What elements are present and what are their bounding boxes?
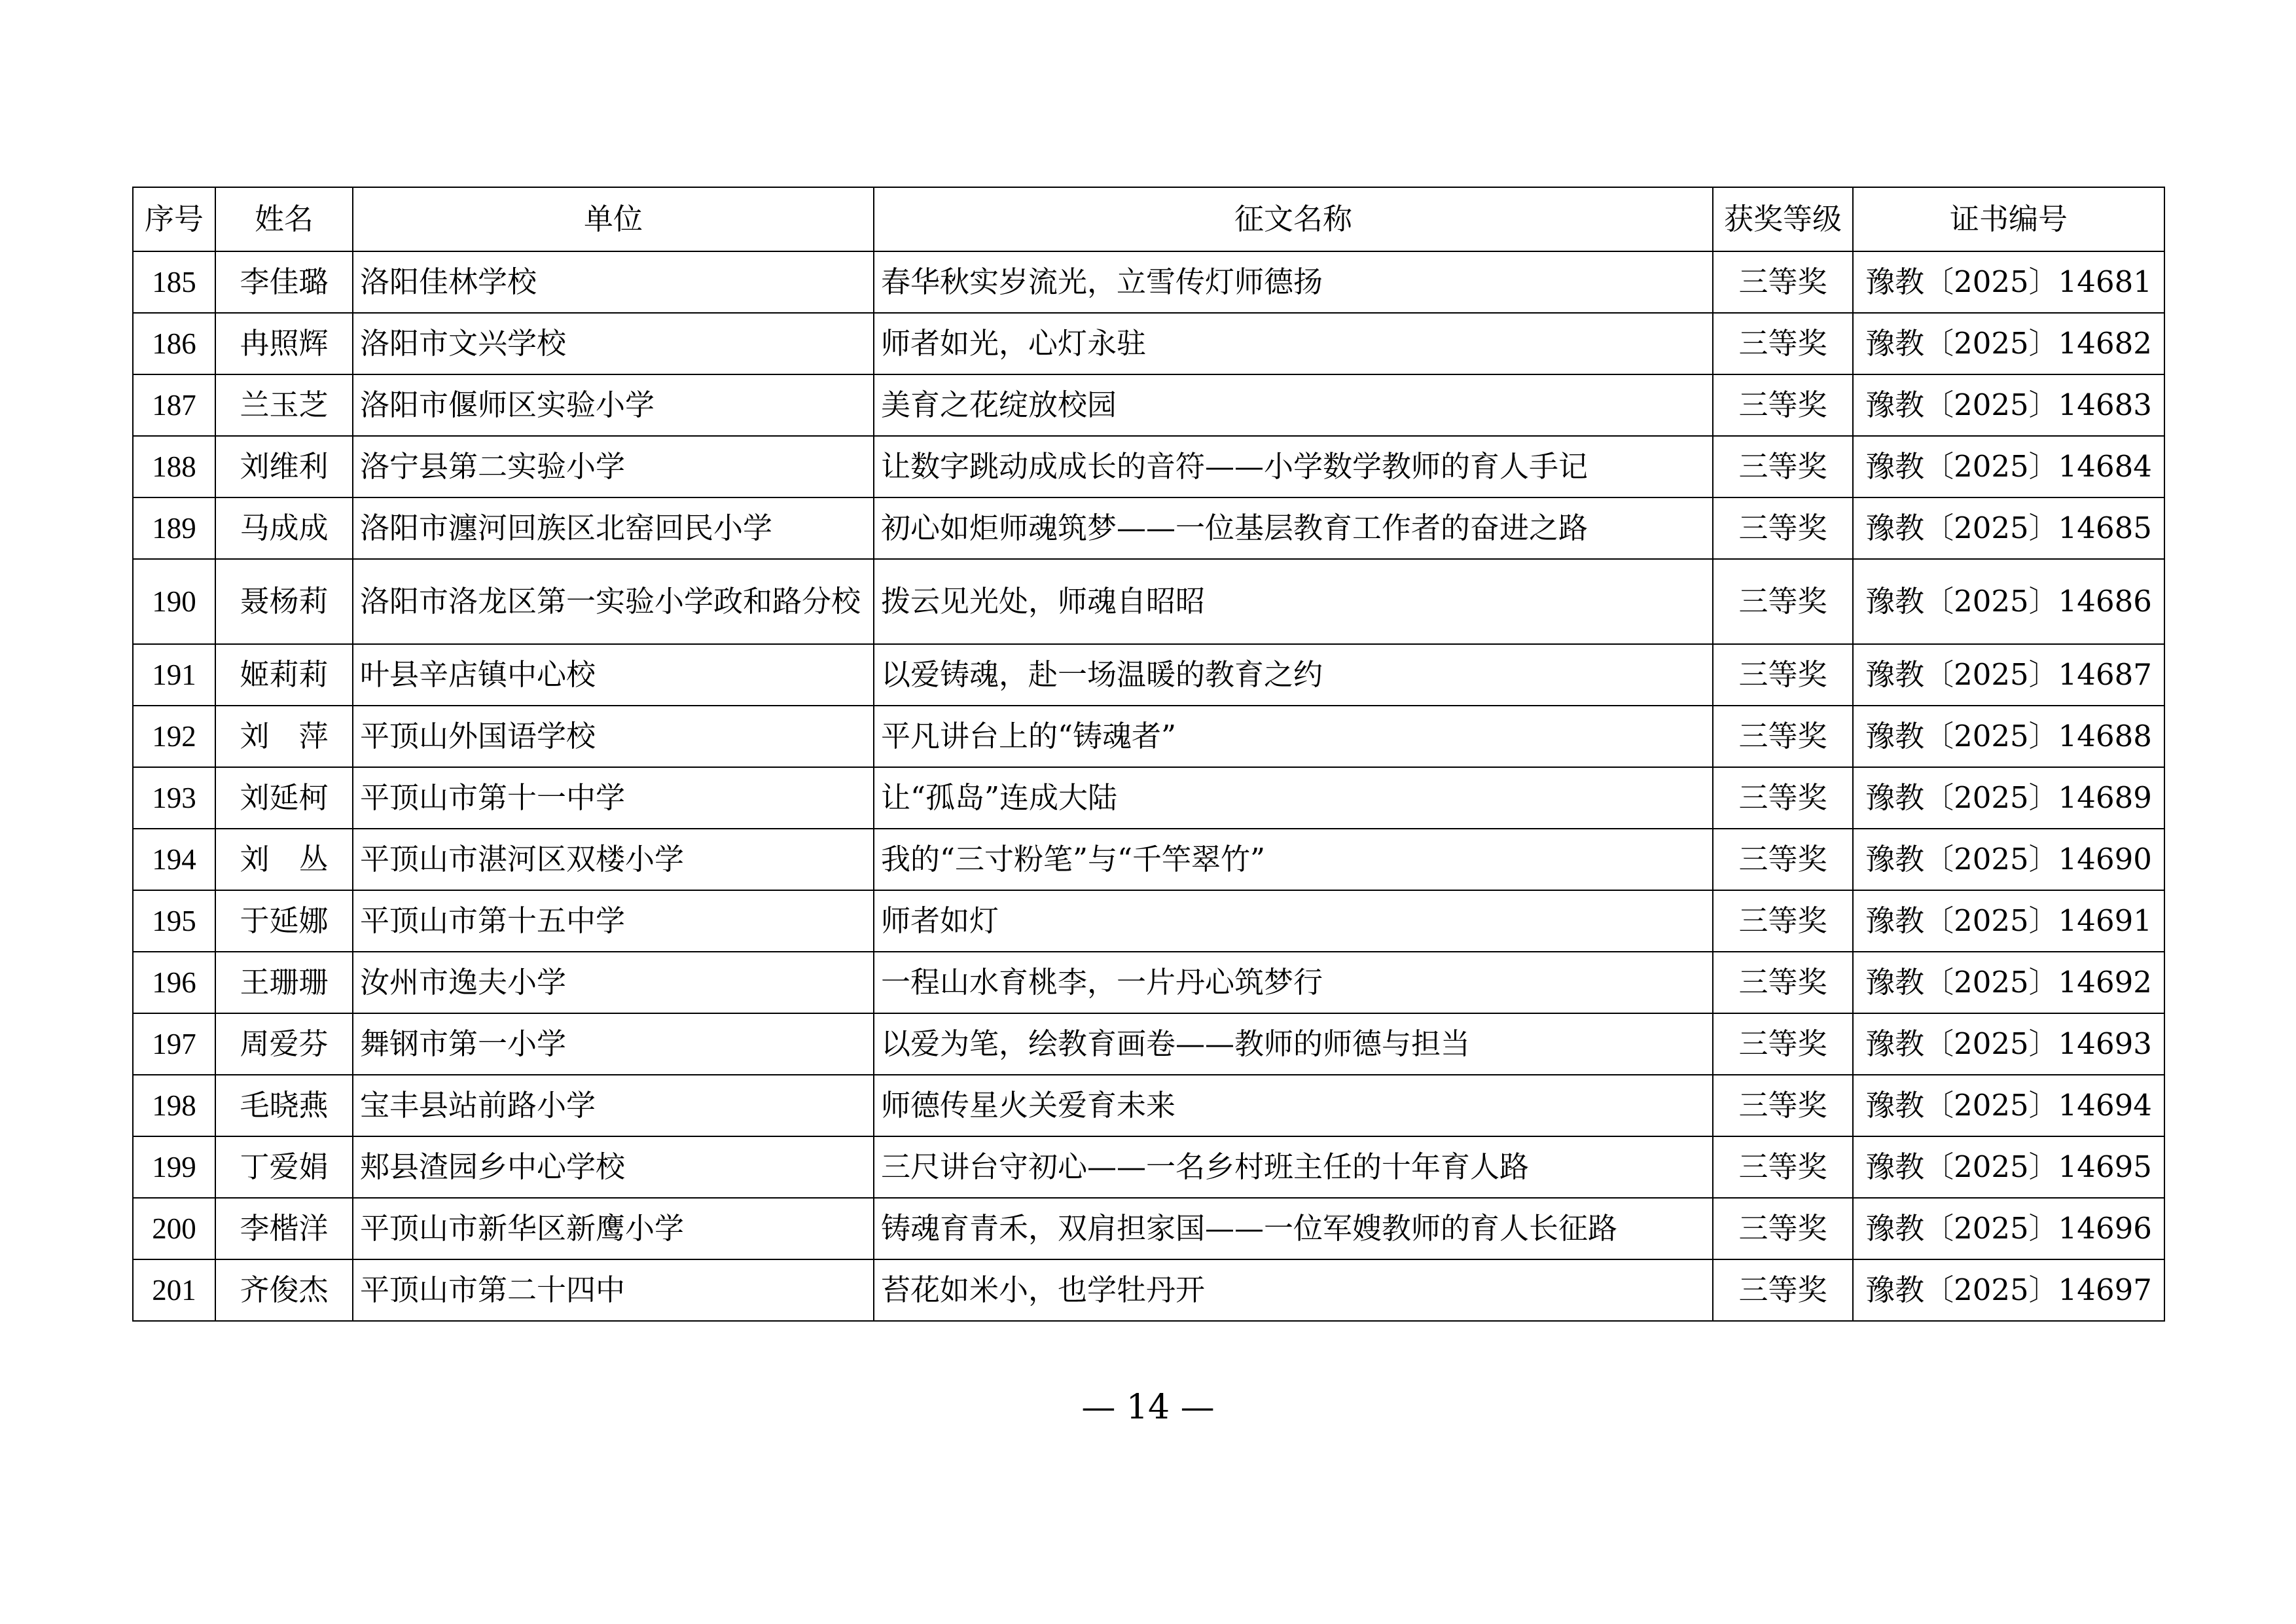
award-level-cell: 三等奖	[1713, 497, 1853, 559]
table-row	[133, 436, 2164, 497]
essay-title-cell: 苔花如米小，也学牡丹开	[874, 1259, 1713, 1321]
name-cell: 刘 萍	[215, 706, 353, 767]
table-row	[133, 1075, 2164, 1136]
table-row	[133, 829, 2164, 890]
certificate-number-cell: 豫教〔2025〕14688	[1853, 706, 2164, 767]
essay-title-cell: 美育之花绽放校园	[874, 374, 1713, 436]
header-name: 姓名	[215, 187, 353, 251]
name-cell: 于延娜	[215, 890, 353, 952]
table-row	[133, 251, 2164, 313]
certificate-number-cell: 豫教〔2025〕14693	[1853, 1013, 2164, 1075]
certificate-number-cell: 豫教〔2025〕14697	[1853, 1259, 2164, 1321]
name-cell: 刘 丛	[215, 829, 353, 890]
unit-cell: 平顶山市第二十四中	[353, 1259, 874, 1321]
essay-title-cell: 以爱为笔，绘教育画卷——教师的师德与担当	[874, 1013, 1713, 1075]
serial-number-cell: 189	[133, 497, 215, 559]
award-level-cell: 三等奖	[1713, 559, 1853, 644]
name-cell: 冉照辉	[215, 313, 353, 374]
name-cell: 李佳璐	[215, 251, 353, 313]
name-cell: 马成成	[215, 497, 353, 559]
serial-number-cell: 185	[133, 251, 215, 313]
header-serial-number: 序号	[133, 187, 215, 251]
certificate-number-cell: 豫教〔2025〕14681	[1853, 251, 2164, 313]
header-essay-title: 征文名称	[874, 187, 1713, 251]
name-cell: 李楷洋	[215, 1198, 353, 1259]
award-level-cell: 三等奖	[1713, 251, 1853, 313]
serial-number-cell: 201	[133, 1259, 215, 1321]
award-level-cell: 三等奖	[1713, 890, 1853, 952]
unit-cell: 舞钢市第一小学	[353, 1013, 874, 1075]
unit-cell: 洛阳市文兴学校	[353, 313, 874, 374]
certificate-number-cell: 豫教〔2025〕14685	[1853, 497, 2164, 559]
table-row	[133, 1136, 2164, 1198]
unit-cell: 汝州市逸夫小学	[353, 952, 874, 1013]
table-row	[133, 1013, 2164, 1075]
name-cell: 聂杨莉	[215, 559, 353, 644]
serial-number-cell: 200	[133, 1198, 215, 1259]
unit-cell: 平顶山市湛河区双楼小学	[353, 829, 874, 890]
table-row	[133, 374, 2164, 436]
serial-number-cell: 191	[133, 644, 215, 706]
essay-title-cell: 让数字跳动成成长的音符——小学数学教师的育人手记	[874, 436, 1713, 497]
table-row	[133, 559, 2164, 644]
unit-cell: 洛阳佳林学校	[353, 251, 874, 313]
serial-number-cell: 194	[133, 829, 215, 890]
essay-title-cell: 三尺讲台守初心——一名乡村班主任的十年育人路	[874, 1136, 1713, 1198]
serial-number-cell: 192	[133, 706, 215, 767]
serial-number-cell: 195	[133, 890, 215, 952]
serial-number-cell: 188	[133, 436, 215, 497]
unit-cell: 郏县渣园乡中心学校	[353, 1136, 874, 1198]
name-cell: 齐俊杰	[215, 1259, 353, 1321]
name-cell: 刘维利	[215, 436, 353, 497]
certificate-number-cell: 豫教〔2025〕14690	[1853, 829, 2164, 890]
table-row	[133, 1259, 2164, 1321]
unit-cell: 洛阳市偃师区实验小学	[353, 374, 874, 436]
table-row	[133, 644, 2164, 706]
certificate-number-cell: 豫教〔2025〕14682	[1853, 313, 2164, 374]
unit-cell: 叶县辛店镇中心校	[353, 644, 874, 706]
certificate-number-cell: 豫教〔2025〕14696	[1853, 1198, 2164, 1259]
award-level-cell: 三等奖	[1713, 1136, 1853, 1198]
award-level-cell: 三等奖	[1713, 1198, 1853, 1259]
certificate-number-cell: 豫教〔2025〕14694	[1853, 1075, 2164, 1136]
table-row	[133, 313, 2164, 374]
certificate-number-cell: 豫教〔2025〕14686	[1853, 559, 2164, 644]
table-row	[133, 497, 2164, 559]
table-row	[133, 952, 2164, 1013]
unit-cell: 洛宁县第二实验小学	[353, 436, 874, 497]
name-cell: 毛晓燕	[215, 1075, 353, 1136]
name-cell: 刘延柯	[215, 767, 353, 829]
table-row	[133, 1198, 2164, 1259]
award-level-cell: 三等奖	[1713, 374, 1853, 436]
award-level-cell: 三等奖	[1713, 436, 1853, 497]
unit-cell: 平顶山市新华区新鹰小学	[353, 1198, 874, 1259]
page-number: — 14 —	[1081, 1388, 1215, 1427]
award-level-cell: 三等奖	[1713, 644, 1853, 706]
award-level-cell: 三等奖	[1713, 313, 1853, 374]
header-award-level: 获奖等级	[1713, 187, 1853, 251]
award-level-cell: 三等奖	[1713, 706, 1853, 767]
unit-cell: 洛阳市洛龙区第一实验小学政和路分校	[353, 559, 874, 644]
certificate-number-cell: 豫教〔2025〕14695	[1853, 1136, 2164, 1198]
name-cell: 周爱芬	[215, 1013, 353, 1075]
essay-title-cell: 平凡讲台上的“铸魂者”	[874, 706, 1713, 767]
essay-title-cell: 师者如灯	[874, 890, 1713, 952]
name-cell: 兰玉芝	[215, 374, 353, 436]
table-header-row	[133, 187, 2164, 251]
certificate-number-cell: 豫教〔2025〕14691	[1853, 890, 2164, 952]
essay-title-cell: 春华秋实岁流光，立雪传灯师德扬	[874, 251, 1713, 313]
table-body	[133, 251, 2164, 1321]
essay-title-cell: 一程山水育桃李，一片丹心筑梦行	[874, 952, 1713, 1013]
essay-title-cell: 让“孤岛”连成大陆	[874, 767, 1713, 829]
serial-number-cell: 187	[133, 374, 215, 436]
table-row	[133, 767, 2164, 829]
table-row	[133, 706, 2164, 767]
essay-title-cell: 师者如光，心灯永驻	[874, 313, 1713, 374]
serial-number-cell: 186	[133, 313, 215, 374]
award-level-cell: 三等奖	[1713, 767, 1853, 829]
name-cell: 姬莉莉	[215, 644, 353, 706]
unit-cell: 宝丰县站前路小学	[353, 1075, 874, 1136]
essay-title-cell: 铸魂育青禾，双肩担家国——一位军嫂教师的育人长征路	[874, 1198, 1713, 1259]
certificate-number-cell: 豫教〔2025〕14687	[1853, 644, 2164, 706]
award-level-cell: 三等奖	[1713, 1259, 1853, 1321]
serial-number-cell: 199	[133, 1136, 215, 1198]
serial-number-cell: 190	[133, 559, 215, 644]
essay-title-cell: 以爱铸魂，赴一场温暖的教育之约	[874, 644, 1713, 706]
serial-number-cell: 193	[133, 767, 215, 829]
unit-cell: 平顶山市第十一中学	[353, 767, 874, 829]
certificate-number-cell: 豫教〔2025〕14689	[1853, 767, 2164, 829]
essay-title-cell: 拨云见光处，师魂自昭昭	[874, 559, 1713, 644]
serial-number-cell: 198	[133, 1075, 215, 1136]
serial-number-cell: 196	[133, 952, 215, 1013]
header-unit: 单位	[353, 187, 874, 251]
award-level-cell: 三等奖	[1713, 952, 1853, 1013]
essay-title-cell: 我的“三寸粉笔”与“千竿翠竹”	[874, 829, 1713, 890]
certificate-number-cell: 豫教〔2025〕14692	[1853, 952, 2164, 1013]
unit-cell: 平顶山外国语学校	[353, 706, 874, 767]
certificate-number-cell: 豫教〔2025〕14683	[1853, 374, 2164, 436]
award-level-cell: 三等奖	[1713, 829, 1853, 890]
essay-title-cell: 师德传星火关爱育未来	[874, 1075, 1713, 1136]
award-level-cell: 三等奖	[1713, 1013, 1853, 1075]
certificate-number-cell: 豫教〔2025〕14684	[1853, 436, 2164, 497]
awards-table	[132, 187, 2165, 1322]
award-level-cell: 三等奖	[1713, 1075, 1853, 1136]
unit-cell: 洛阳市瀍河回族区北窑回民小学	[353, 497, 874, 559]
unit-cell: 平顶山市第十五中学	[353, 890, 874, 952]
name-cell: 丁爱娟	[215, 1136, 353, 1198]
essay-title-cell: 初心如炬师魂筑梦——一位基层教育工作者的奋进之路	[874, 497, 1713, 559]
serial-number-cell: 197	[133, 1013, 215, 1075]
table-row	[133, 890, 2164, 952]
name-cell: 王珊珊	[215, 952, 353, 1013]
header-certificate-number: 证书编号	[1853, 187, 2164, 251]
